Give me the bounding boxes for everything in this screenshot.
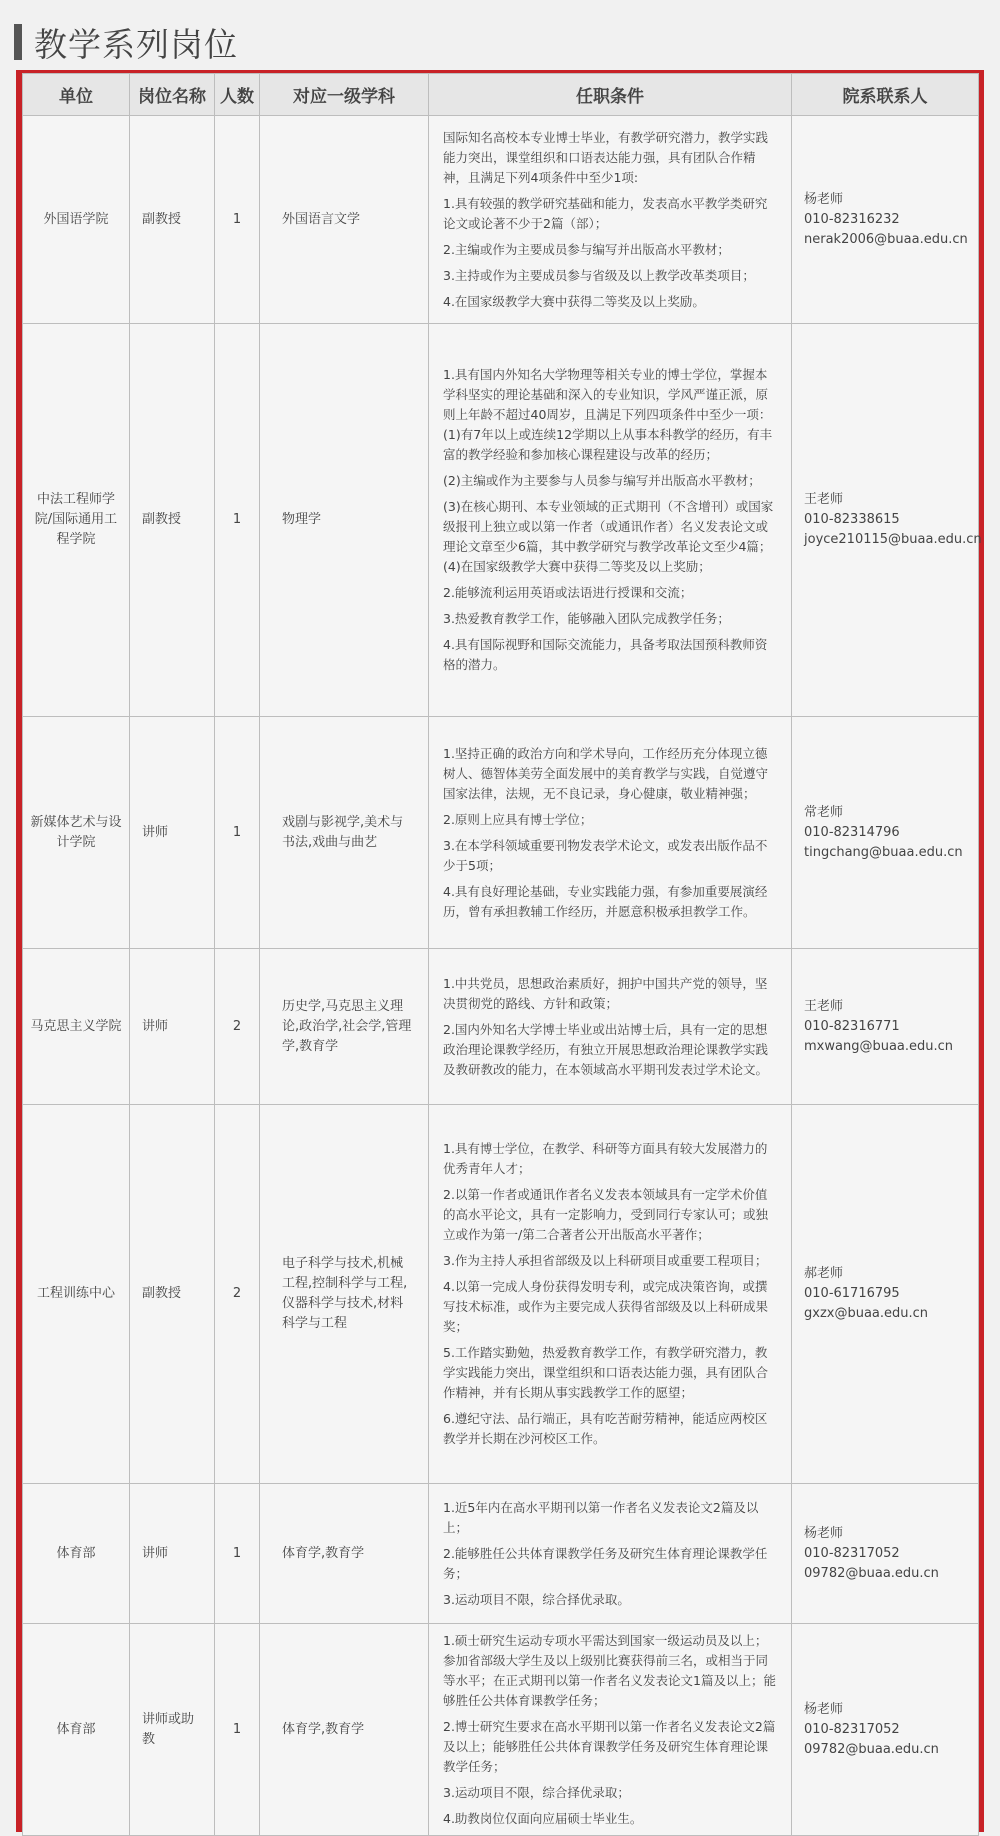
cell-unit: 中法工程师学院/国际通用工程学院	[23, 324, 130, 717]
cell-unit: 外国语学院	[23, 116, 130, 324]
cell-position: 讲师或助教	[130, 1624, 215, 1836]
requirement-item: 3.作为主持人承担省部级及以上科研项目或重要工程项目；	[443, 1253, 768, 1268]
table-row	[23, 1484, 979, 1624]
requirement-item: (2)主编或作为主要参与人员参与编写并出版高水平教材；	[443, 473, 761, 488]
requirement-item: 2.主编或作为主要成员参与编写并出版高水平教材；	[443, 241, 730, 257]
table-row	[23, 1624, 979, 1836]
cell-count: 1	[215, 1484, 260, 1624]
header-subject: 对应一级学科	[260, 74, 429, 116]
contact-name: 杨老师	[804, 191, 844, 207]
requirement-item: 2.原则上应具有博士学位；	[443, 811, 593, 827]
requirement-item: 1.硕士研究生运动专项水平需达到国家一级运动员及以上；参加省部级大学生及以上级别比赛获得前三名，或相当于同等水平；在正式期刊以第一作者名义发表论文1篇及以上；能够胜任公共体育课教学任务；	[443, 1632, 776, 1708]
cell-unit: 体育部	[23, 1484, 130, 1624]
header-unit: 单位	[23, 74, 130, 116]
contact-phone: 010-82317052	[804, 1545, 900, 1561]
table-row	[23, 949, 979, 1105]
cell-count: 1	[215, 1624, 260, 1836]
cell-contact	[792, 324, 982, 717]
contact-phone: 010-82316232	[804, 211, 900, 227]
contact-phone: 010-82338615	[804, 512, 900, 527]
cell-contact	[792, 717, 979, 949]
requirement-item: 4.以第一完成人身份获得发明专利，或完成决策咨询，或撰写技术标准，或作为主要完成人获得省部级及以上科研成果奖；	[443, 1279, 769, 1334]
cell-subject: 历史学,马克思主义理论,政治学,社会学,管理学,教育学	[260, 949, 429, 1105]
table-row	[23, 324, 979, 717]
header-contact: 院系联系人	[792, 74, 979, 116]
contact-phone: 010-82317052	[804, 1721, 900, 1737]
cell-requirements	[429, 324, 792, 717]
cell-count: 2	[215, 949, 260, 1105]
requirement-item: 2.能够流利运用英语或法语进行授课和交流；	[443, 585, 693, 600]
cell-unit: 马克思主义学院	[23, 949, 130, 1105]
requirement-item: 1.具有博士学位，在教学、科研等方面具有较大发展潜力的优秀青年人才；	[443, 1141, 768, 1176]
contact-phone: 010-82314796	[804, 824, 900, 840]
requirement-item: 1.近5年内在高水平期刊以第一作者名义发表论文2篇及以上；	[443, 1499, 759, 1535]
table-row	[23, 717, 979, 949]
requirement-item: 5.工作踏实勤勉，热爱教育教学工作，有教学研究潜力，教学实践能力突出，课堂组织和口语表达能力强，具有团队合作精神，并有长期从事实践教学工作的愿望；	[443, 1345, 769, 1400]
requirement-item: 4.具有良好理论基础，专业实践能力强，有参加重要展演经历，曾有承担教辅工作经历，并愿意积极承担教学工作。	[443, 883, 768, 919]
requirement-item: 2.博士研究生要求在高水平期刊以第一作者名义发表论文2篇及以上；能够胜任公共体育课教学任务及研究生体育理论课教学任务；	[443, 1718, 776, 1774]
cell-count: 1	[215, 116, 260, 324]
cell-subject: 物理学	[260, 324, 429, 717]
contact-email: mxwang@buaa.edu.cn	[804, 1038, 954, 1054]
requirement-item: 2.能够胜任公共体育课教学任务及研究生体育理论课教学任务；	[443, 1545, 768, 1581]
header-count: 人数	[215, 74, 260, 116]
requirement-item: 4.具有国际视野和国际交流能力，具备考取法国预科教师资格的潜力。	[443, 637, 768, 672]
requirement-item: 3.运动项目不限，综合择优录取。	[443, 1591, 630, 1607]
requirement-item: 2.以第一作者或通讯作者名义发表本领域具有一定学术价值的高水平论文，具有一定影响力，受到同行专家认可；或独立或作为第一/第二合著者公开出版高水平著作；	[443, 1187, 769, 1242]
cell-contact	[792, 1624, 979, 1836]
cell-unit: 新媒体艺术与设计学院	[23, 717, 130, 949]
requirement-item: 3.运动项目不限，综合择优录取；	[443, 1784, 630, 1800]
requirement-item: 国际知名高校本专业博士毕业，有教学研究潜力，教学实践能力突出，课堂组织和口语表达能力强，具有团队合作精神，且满足下列4项条件中至少1项:	[443, 129, 769, 185]
table-row	[23, 116, 979, 324]
page-header	[14, 14, 994, 70]
cell-requirements	[429, 1105, 792, 1484]
requirement-item: 6.遵纪守法、品行端正，具有吃苦耐劳精神，能适应两校区教学并长期在沙河校区工作。	[443, 1411, 768, 1446]
requirement-item: 1.具有国内外知名大学物理等相关专业的博士学位，掌握本学科坚实的理论基础和深入的专业知识，学风严谨正派，原则上年龄不超过40周岁，且满足下列四项条件中至少一项：(1)有7年以上或连续12学期以上从事本科教学的经历，有丰富的教学经验和参加核心课程建设与改革的经历；	[443, 367, 773, 462]
cell-subject: 戏剧与影视学,美术与书法,戏曲与曲艺	[260, 717, 429, 949]
table-header-row	[23, 74, 979, 116]
cell-requirements	[429, 949, 792, 1105]
requirement-item: 4.助教岗位仅面向应届硕士毕业生。	[443, 1810, 643, 1826]
page-title: 教学系列岗位	[34, 24, 238, 64]
contact-name: 王老师	[804, 998, 844, 1014]
contact-name: 常老师	[804, 804, 844, 820]
table-row	[23, 1105, 979, 1484]
requirement-item: 3.热爱教育教学工作，能够融入团队完成教学任务；	[443, 611, 730, 626]
contact-phone: 010-61716795	[804, 1286, 900, 1301]
contact-name: 杨老师	[804, 1701, 844, 1717]
requirement-item: 3.主持或作为主要成员参与省级及以上教学改革类项目；	[443, 267, 755, 283]
contact-phone: 010-82316771	[804, 1018, 900, 1034]
cell-subject: 外国语言文学	[260, 116, 429, 324]
cell-subject: 体育学,教育学	[260, 1484, 429, 1624]
cell-requirements	[429, 1484, 792, 1624]
contact-name: 杨老师	[804, 1525, 844, 1541]
cell-requirements	[429, 1624, 792, 1836]
requirement-item: 1.中共党员，思想政治素质好，拥护中国共产党的领导，坚决贯彻党的路线、方针和政策；	[443, 975, 768, 1011]
contact-email: tingchang@buaa.edu.cn	[804, 844, 963, 860]
contact-email: 09782@buaa.edu.cn	[804, 1565, 939, 1581]
contact-name: 郝老师	[804, 1266, 844, 1281]
cell-count: 2	[215, 1105, 260, 1484]
cell-position: 副教授	[130, 324, 215, 717]
cell-requirements	[429, 116, 792, 324]
cell-contact	[792, 116, 979, 324]
cell-contact	[792, 1484, 979, 1624]
contact-email: gxzx@buaa.edu.cn	[804, 1306, 929, 1321]
cell-subject: 电子科学与技术,机械工程,控制科学与工程,仪器科学与技术,材料科学与工程	[260, 1105, 429, 1484]
requirement-item: 1.具有较强的教学研究基础和能力，发表高水平教学类研究论文或论著不少于2篇（部）；	[443, 195, 768, 231]
cell-position: 副教授	[130, 1105, 215, 1484]
cell-position: 讲师	[130, 949, 215, 1105]
cell-count: 1	[215, 324, 260, 717]
contact-email: nerak2006@buaa.edu.cn	[804, 231, 968, 247]
positions-table	[22, 73, 982, 1836]
contact-name: 王老师	[804, 492, 844, 507]
cell-unit: 工程训练中心	[23, 1105, 130, 1484]
contact-email: 09782@buaa.edu.cn	[804, 1741, 939, 1757]
cell-position: 讲师	[130, 717, 215, 949]
requirement-item: (3)在核心期刊、本专业领域的正式期刊（不含增刊）或国家级报刊上独立或以第一作者（或通讯作者）名义发表论文或理论文章至少6篇，其中教学研究与教学改革论文至少4篇；(4)在国家级教学大赛中获得二等奖及以上奖励；	[443, 499, 774, 574]
cell-requirements	[429, 717, 792, 949]
cell-contact	[792, 1105, 979, 1484]
requirement-item: 1.坚持正确的政治方向和学术导向，工作经历充分体现立德树人、德智体美劳全面发展中的美育教学与实践，自觉遵守国家法律，法规，无不良记录，身心健康，敬业精神强；	[443, 745, 769, 801]
cell-subject: 体育学,教育学	[260, 1624, 429, 1836]
requirement-item: 4.在国家级教学大赛中获得二等奖及以上奖励。	[443, 293, 705, 309]
cell-count: 1	[215, 717, 260, 949]
title-accent-bar	[14, 24, 22, 60]
cell-unit: 体育部	[23, 1624, 130, 1836]
requirement-item: 2.国内外知名大学博士毕业或出站博士后，具有一定的思想政治理论课教学经历，有独立开展思想政治理论课教学实践及教研教改的能力，在本领域高水平期刊发表过学术论文。	[443, 1021, 769, 1077]
requirement-item: 3.在本学科领域重要刊物发表学术论文，或发表出版作品不少于5项；	[443, 837, 768, 873]
cell-position: 讲师	[130, 1484, 215, 1624]
cell-position: 副教授	[130, 116, 215, 324]
header-position: 岗位名称	[130, 74, 215, 116]
header-requirements: 任职条件	[429, 74, 792, 116]
cell-contact	[792, 949, 979, 1105]
contact-email: joyce210115@buaa.edu.cn	[804, 532, 982, 547]
